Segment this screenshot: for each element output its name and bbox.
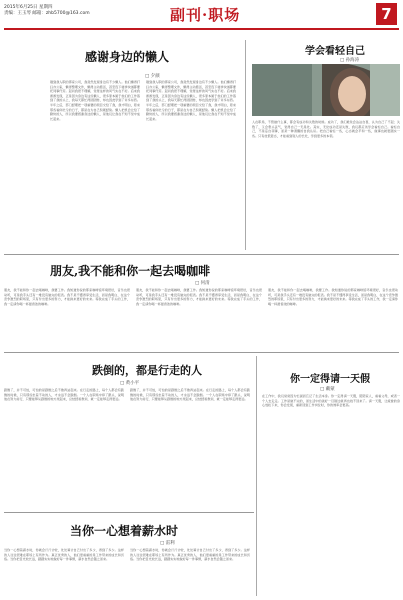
article-body: 跌倒了，并不可怕，可怕的是跌倒之后不敢再站起来。在行走的路上，每个人都会有跌倒的时候，只有那些坐着不动的人，才永远不会跌倒。一个人在职场中摔了跟头，说明他在努力前行，只要能够从跌倒的地方爬起来，总结经验教训，就一定能够走得更远。: [130, 388, 250, 402]
article-author: □ 雷利: [160, 541, 175, 546]
article-body: 朋友，我不能和你一起去喝咖啡，我要工作。我知道你说的那家咖啡馆环境很好，音乐也很动听，可是我手头还有一堆没有做完的报表。我不是不懂得享受生活，而是我明白，在这个竞争激烈的职场里，只有付出更多的努力，才能换来更好的未来。等我完成了手头的工作，我一定请你喝一杯最香浓的咖啡。: [268, 288, 398, 306]
issue-date: 2015年6月25日 星期四: [4, 5, 53, 10]
article-title: 学会看轻自己: [305, 46, 365, 57]
article-body: 在工作中，我们常常因为忙碌而忘记了生活本身。你一定得请一天假，陪陪家人，看看父母，或者一个人去走走。工作是做不完的，而生活中的美好一旦错过就再也找不回来了。请一天假，让疲惫的身心放松下来，你会发现，重新回到工作岗位时，你的效率会更高。: [262, 394, 400, 408]
article-body: 人在职场，不管做什么事，都会有成功和失败的时候。成功了，我们难免会沾沾自喜，认为自己了不起；失败了，又会垂头丧气，觉得自己一无是处。其实，无论成功还是失败，我们都应该学会看轻自己。看轻自己，不是妄自菲薄，而是一种清醒的自我认识。把自己看轻一些，心态就会平和一些，做事也就更踏实一些。只有放低姿态，才能看到别人的长处，学到更多的本领。: [252, 120, 400, 138]
column-divider: [256, 356, 257, 596]
article-photo: [252, 64, 400, 116]
header-meta: [4, 5, 90, 17]
article-body: 刚到我入职的那家公司，我竟然发现身边有不少懒人。他们懒得打扫办公室，懒得整理文件，懒得主动揽活，甚至连下楼拿快递都要托同事代劳。起初我很不理解，觉得这样的风气实在不好。后来我渐渐发现，正是因为身边有这些懒人，很多原本属于他们的工作落到了我的头上，我每天都忙得团团转，却也因此学到了许多东西。半年之后，部门经理把一项重要的项目交给了我，我才明白，原来那些看似吃亏的日子，都是在为自己积累经验。懒人把机会让给了勤快的人，所以我要感谢身边的懒人，是他们让我在不知不觉中成长起来。: [50, 80, 140, 121]
article-title: 朋友,我不能和你一起去喝咖啡: [50, 264, 211, 278]
header-rule: [4, 28, 399, 30]
article-body: 刚到我入职的那家公司，我竟然发现身边有不少懒人。他们懒得打扫办公室，懒得整理文件，懒得主动揽活，甚至连下楼拿快递都要托同事代劳。起初我很不理解，觉得这样的风气实在不好。后来我渐渐发现，正是因为身边有这些懒人，很多原本属于他们的工作落到了我的头上，我每天都忙得团团转，却也因此学到了许多东西。半年之后，部门经理把一项重要的项目交给了我，我才明白，原来那些看似吃亏的日子，都是在为自己积累经验。懒人把机会让给了勤快的人，所以我要感谢身边的懒人，是他们让我在不知不觉中成长起来。: [146, 80, 236, 121]
section-rule: [4, 352, 399, 353]
section-rule: [4, 254, 399, 255]
article-title: 你一定得请一天假: [290, 374, 370, 385]
section-rule: [4, 512, 254, 513]
article-body: 当你一心想着薪水时，你就会斤斤计较，处处算计自己付出了多少，得到了多少。这样的人往往很难在职场上有所作为。真正优秀的人，他们更看重的是工作带来的成长和历练。当你把目光放长远，踏踏实实地做好每一件事情，薪水自然会随之而来。: [4, 548, 124, 562]
article-author: □ 何清: [195, 281, 210, 286]
article-body: 朋友，我不能和你一起去喝咖啡，我要工作。我知道你说的那家咖啡馆环境很好，音乐也很动听，可是我手头还有一堆没有做完的报表。我不是不懂得享受生活，而是我明白，在这个竞争激烈的职场里，只有付出更多的努力，才能换来更好的未来。等我完成了手头的工作，我一定请你喝一杯最香浓的咖啡。: [136, 288, 262, 306]
article-author: □ 孙海涛: [340, 58, 360, 63]
article-title: 跌倒的，都是行走的人: [92, 364, 202, 377]
column-divider: [245, 40, 246, 250]
article-author: □ 戴蒙: [320, 387, 335, 392]
article-title: 当你一心想着薪水时: [70, 524, 179, 538]
article-author: □ 夕颜: [145, 74, 160, 79]
article-body: 跌倒了，并不可怕，可怕的是跌倒之后不敢再站起来。在行走的路上，每个人都会有跌倒的时候，只有那些坐着不动的人，才永远不会跌倒。一个人在职场中摔了跟头，说明他在努力前行，只要能够从跌倒的地方爬起来，总结经验教训，就一定能够走得更远。: [4, 388, 124, 402]
editor-info: 责编：王玉琴 邮箱：zhb5700@163.com: [4, 11, 90, 16]
article-body: 当你一心想着薪水时，你就会斤斤计较，处处算计自己付出了多少，得到了多少。这样的人往往很难在职场上有所作为。真正优秀的人，他们更看重的是工作带来的成长和历练。当你把目光放长远，踏踏实实地做好每一件事情，薪水自然会随之而来。: [130, 548, 250, 562]
section-masthead: 副刊·职场: [170, 6, 241, 24]
page-header: [0, 0, 403, 28]
article-body: 朋友，我不能和你一起去喝咖啡，我要工作。我知道你说的那家咖啡馆环境很好，音乐也很动听，可是我手头还有一堆没有做完的报表。我不是不懂得享受生活，而是我明白，在这个竞争激烈的职场里，只有付出更多的努力，才能换来更好的未来。等我完成了手头的工作，我一定请你喝一杯最香浓的咖啡。: [4, 288, 130, 306]
article-author: □ 黄小平: [120, 381, 140, 386]
article-title: 感谢身边的懒人: [85, 50, 170, 64]
page-number: 7: [376, 3, 397, 25]
